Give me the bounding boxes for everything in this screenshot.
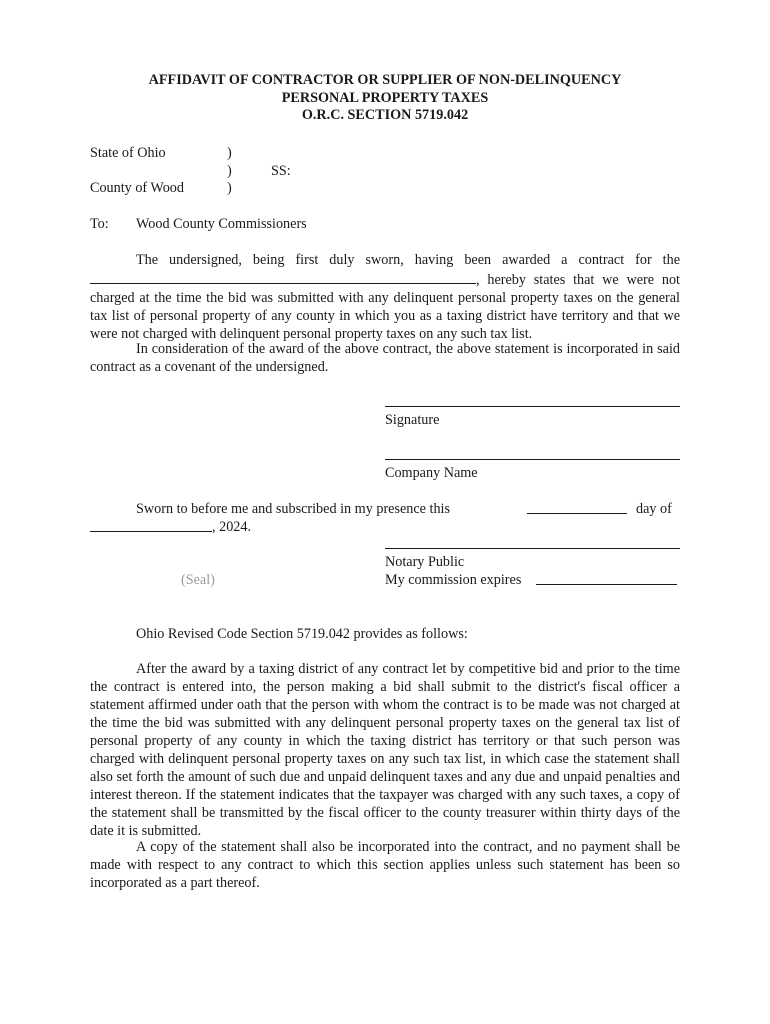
affidavit-text-start: The undersigned, being first duly sworn, having been awarded a contract for the — [136, 252, 680, 268]
statute-heading: Ohio Revised Code Section 5719.042 provides as follows: — [136, 626, 468, 642]
month-blank-line[interactable] — [90, 531, 212, 532]
venue-paren-1: ) — [227, 145, 232, 161]
venue-state: State of Ohio — [90, 145, 166, 161]
to-value: Wood County Commissioners — [136, 216, 307, 232]
venue-paren-3: ) — [227, 180, 232, 196]
to-label: To: — [90, 216, 109, 232]
notary-public-label: Notary Public — [385, 554, 465, 570]
venue-paren-2: ) — [227, 163, 232, 179]
statute-paragraph-2: A copy of the statement shall also be incorporated into the contract, and no payment shall be made with respect to any contract to which this section applies unless such statement has been so incorporated as a part thereof. — [90, 839, 680, 891]
commission-expires-label: My commission expires — [385, 572, 522, 588]
document-title — [0, 72, 770, 125]
sworn-text: Sworn to before me and subscribed in my presence this — [136, 501, 451, 517]
signature-line[interactable] — [385, 406, 680, 407]
title-line-1: AFFIDAVIT OF CONTRACTOR OR SUPPLIER OF NON-DELINQUENCY — [148, 72, 622, 88]
contract-blank-line[interactable] — [90, 269, 476, 284]
statute-paragraph-1: After the award by a taxing district of any contract let by competitive bid and prior to the time the contract is entered into, the person making a bid shall submit to the district's fiscal officer a statement affirmed under oath that the person with whom the contract is to be made was not charged at the time the bid was submitted with any delinquent personal property taxes on the general tax list of personal property of any county in which the taxing district has territory or that such person was charged with delinquent personal property taxes on any such tax list, in which case the statement shall also set forth the amount of such due and unpaid delinquent taxes and any due and unpaid penalties and interest thereon. If the statement indicates that the taxpayer was charged with any such taxes, a copy of the statement shall be transmitted by the fiscal officer to the county treasurer within thirty days of the date it is submitted. — [90, 661, 680, 839]
company-name-line[interactable] — [385, 459, 680, 460]
affidavit-paragraph-2: In consideration of the award of the above contract, the above statement is incorporated in said contract as a covenant of the undersigned. — [90, 341, 680, 375]
commission-blank-line[interactable] — [536, 584, 677, 585]
title-line-2: PERSONAL PROPERTY TAXES — [281, 89, 489, 106]
day-blank-line[interactable] — [527, 513, 627, 514]
venue-ss: SS: — [271, 163, 291, 179]
affidavit-text-rest: , hereby states that we were not charged at the time the bid was submitted with any delinquent personal property taxes on the general tax list of personal property of any county in which you as a taxing district have territory and that we were not charged with delinquent personal property taxes on any such tax list. — [90, 272, 680, 342]
notary-line[interactable] — [385, 548, 680, 549]
company-name-label: Company Name — [385, 465, 478, 481]
seal-text: (Seal) — [181, 572, 215, 588]
sworn-year: , 2024. — [212, 519, 252, 535]
venue-county: County of Wood — [90, 180, 184, 196]
day-of-text: day of — [636, 501, 672, 517]
signature-label: Signature — [385, 412, 440, 428]
title-line-3: O.R.C. SECTION 5719.042 — [301, 107, 469, 123]
affidavit-paragraph-1 — [90, 251, 680, 343]
